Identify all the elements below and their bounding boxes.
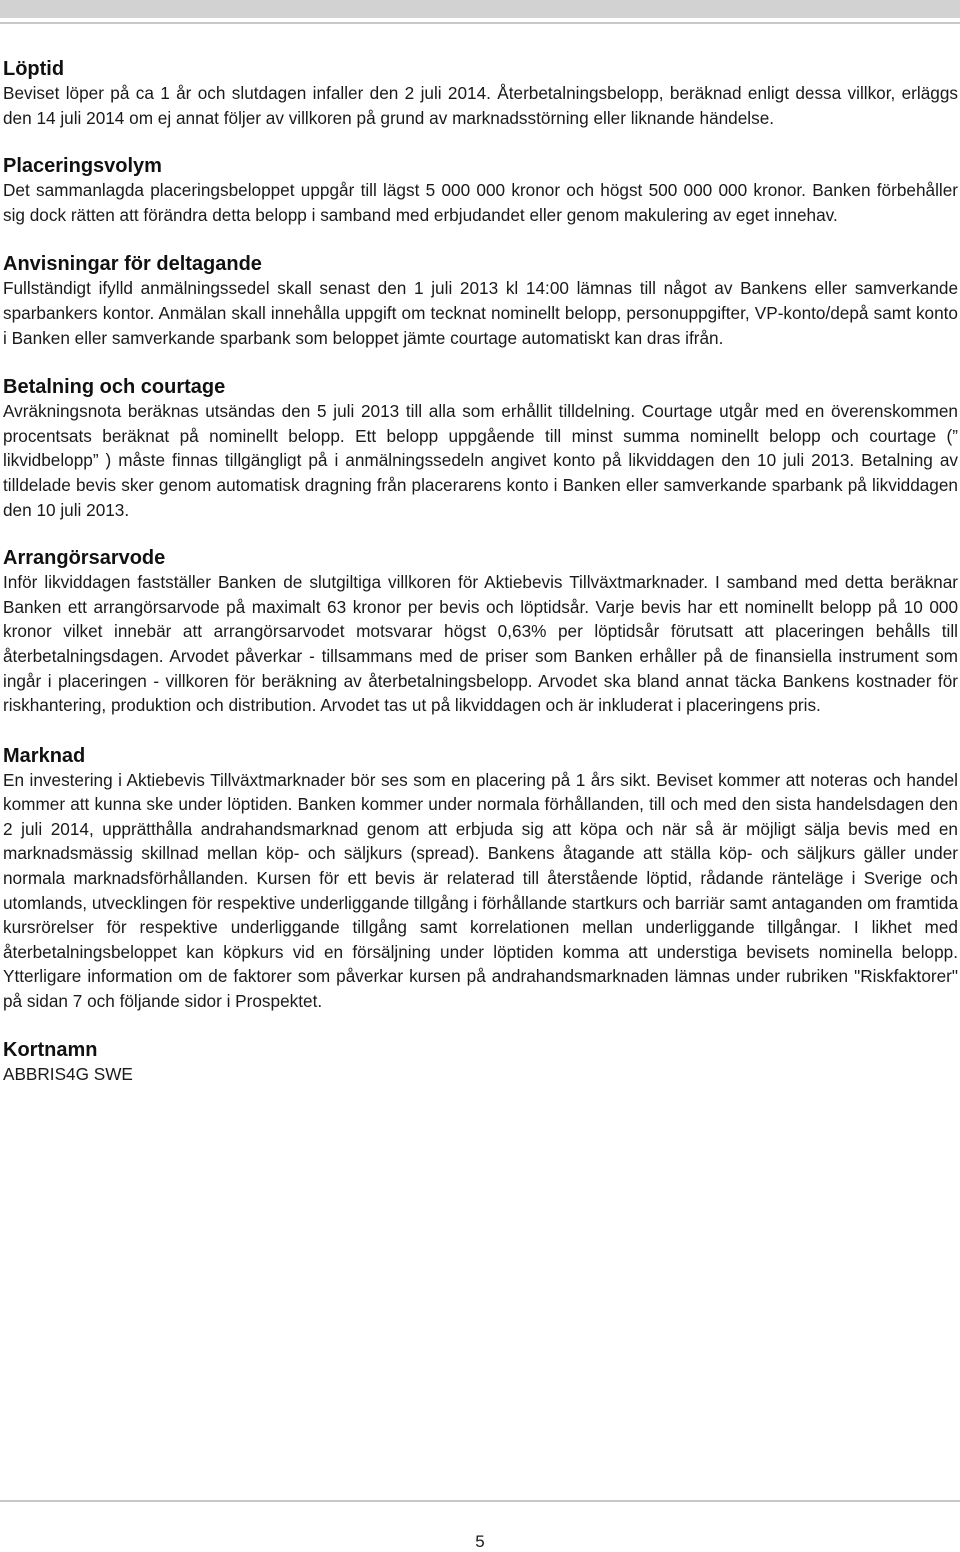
header-divider xyxy=(0,22,960,24)
section-kortnamn xyxy=(3,1038,958,1087)
section-text: ABBRIS4G SWE xyxy=(3,1063,133,1084)
section-heading: Placeringsvolym xyxy=(3,155,162,178)
section-text: En investering i Aktiebevis Tillväxtmarknader bör ses som en placering på 1 års sikt. Beviset kommer att noteras och handel kommer att kunna ske under löptiden. Banken kommer under normala förhållanden, till och med den sista handelsdagen den 2 juli 2014, upprätthålla andrahandsmarknad genom att erbjuda sig att köpa och när så är möjligt sälja bevis med en marknadsmässig skillnad mellan köp- och säljkurs (spread). Bankens åtagande att ställa köp- och säljkurs gäller under normala marknadsförhållanden. Kursen för ett bevis är relaterad till återstående löptid, rådande ränteläge i Sverige och utomlands, utvecklingen för respektive underliggande tillgång i förhållande startkurs och barriär samt antaganden om framtida kursrörelser för respektive underliggande tillgång samt korrelationen mellan underliggande tillgångar. I likhet med återbetalningsbeloppet kan köpkurs vid en försäljning under löptiden komma att understiga bevisets nominella belopp. Ytterligare information om de faktorer som påverkar kursen på andrahandsmarknaden lämnas under rubriken "Riskfaktorer" på sidan 7 och följande sidor i Prospektet. xyxy=(3,769,958,1012)
section-loptid xyxy=(3,57,958,130)
document-body xyxy=(3,57,958,1112)
section-marknad xyxy=(3,744,958,1014)
section-placeringsvolym xyxy=(3,154,958,227)
section-anvisningar xyxy=(3,252,958,350)
section-heading: Kortnamn xyxy=(3,1038,98,1061)
section-heading: Marknad xyxy=(3,744,86,767)
section-betalning-courtage xyxy=(3,375,958,522)
section-text: Fullständigt ifylld anmälningssedel skall senast den 1 juli 2013 kl 14:00 lämnas till något av Bankens eller samverkande sparbankers kontor. Anmälan skall innehålla uppgift om tecknat nominellt belopp, personuppgifter, VP-konto/depå samt konto i Banken eller samverkande sparbank som beloppet jämte courtage automatiskt kan dras ifrån. xyxy=(3,278,958,348)
section-heading: Arrangörsarvode xyxy=(3,547,166,570)
section-text: Avräkningsnota beräknas utsändas den 5 juli 2013 till alla som erhållit tilldelning. Courtage utgår med en överenskommen procentsats beräknat på nominellt belopp. Ett belopp uppgående till minst summa nominellt belopp och courtage (” likvidbelopp” ) måste finnas tillgängligt på i anmälningssedeln angivet konto på likviddagen den 10 juli 2013. Betalning av tilldelade bevis sker genom automatisk dragning från placerarens konto i Banken eller samverkande sparbank på likviddagen den 10 juli 2013. xyxy=(3,401,958,520)
footer-divider xyxy=(0,1500,960,1502)
section-heading: Anvisningar för deltagande xyxy=(3,253,262,276)
section-heading: Betalning och courtage xyxy=(3,376,226,399)
section-heading: Löptid xyxy=(3,58,65,80)
page-number: 5 xyxy=(475,1532,485,1551)
section-text: Det sammanlagda placeringsbeloppet uppgår till lägst 5 000 000 kronor och högst 500 000 000 kronor. Banken förbehåller sig dock rätten att förändra detta belopp i samband med erbjudandet eller genom makulering av eget innehav. xyxy=(3,180,958,225)
section-text: Beviset löper på ca 1 år och slutdagen infaller den 2 juli 2014. Återbetalningsbelopp, beräknad enligt dessa villkor, erläggs den 14 juli 2014 om ej annat följer av villkoren på grund av marknadsstörning eller liknande händelse. xyxy=(3,83,958,128)
header-bar xyxy=(0,0,960,18)
section-arrangorsarvode xyxy=(3,546,958,718)
section-text: Inför likviddagen fastställer Banken de slutgiltiga villkoren för Aktiebevis Tillväxtmarknader. I samband med detta beräknar Banken ett arrangörsarvode på maximalt 63 kronor per bevis och löptidsår. Varje bevis har ett nominellt belopp på 10 000 kronor vilket innebär att arrangörsarvodet motsvarar högst 0,63% per löptidsår förutsatt att placeringen behålls till återbetalningsdagen. Arvodet påverkar - tillsammans med de priser som Banken erhåller på de finansiella instrument som ingår i placeringen - villkoren för beräkning av återbetalningsbelopp. Arvodet ska bland annat täcka Bankens kostnader för riskhantering, produktion och distribution. Arvodet tas ut på likviddagen och är inkluderat i placeringens pris. xyxy=(3,572,958,716)
